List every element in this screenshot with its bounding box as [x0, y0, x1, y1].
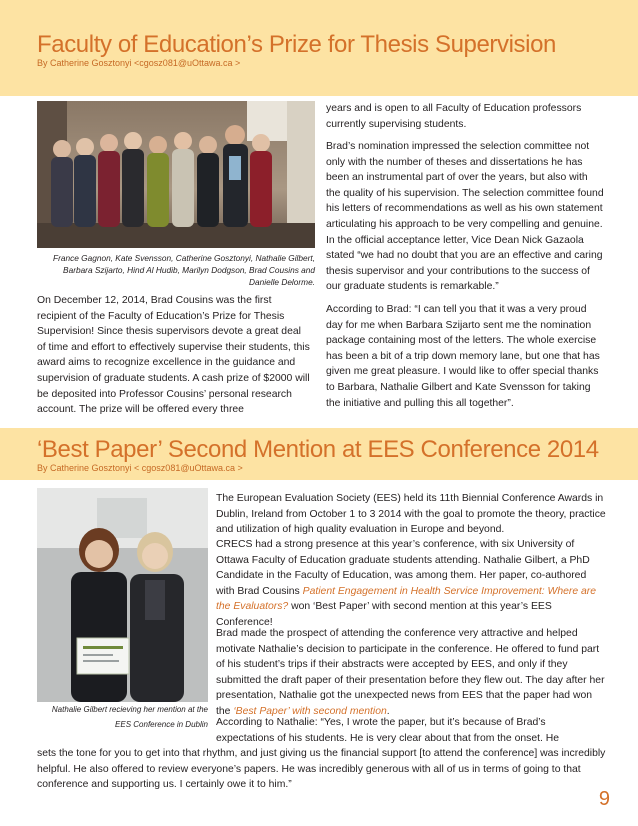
article2-paragraph-1: The European Evaluation Society (EES) held its 11th Biennial Conference Awards in Dublin, Ireland from October 1 to 3 2014 with the goal to promote the theory, practice and utilization of high quality evaluation in Europe and beyond. — [216, 493, 606, 536]
article2-paragraph-4a: According to Nathalie: “Yes, I wrote the paper, but it’s because of Brad’s expectations of his students. He is very clear about that from the onset. He — [216, 717, 560, 744]
article2-paragraph-4b: sets the tone for you to get into that rhythm, and just giving us the financial support [to attend the conference] was incredibly helpful. He also offered to review everyone’s papers. He was incredibly generous with all of us in terms of going to that conference and supporting us. I certainly owe it to him.” — [37, 748, 606, 791]
article1-right-paragraph-2: Brad’s nomination impressed the selection committee not only with the number of theses and dissertations he has been an instrumental part of over the years, but also with the quality of his supervision. The selection committee found his letters of recommendations as well as his own statement articulating his approach to be very compelling and genuine. In the official acceptance letter, Vice Dean Nick Gazaola stated “we had no doubt that you are an effective and caring thesis supervisor and your contributions to the success of our graduate students is remarkable.” — [326, 141, 604, 293]
article1-right-paragraph-3: According to Brad: “I can tell you that it was a very proud day for me when Barbara Szijarto sent me the nomination package containing most of the letters. The whole exercise has been a bit of a trip down memory lane, but one that has given me great pleasure. I would like to offer special thanks to Barbara, Nathalie Gilbert and Kate Svensson for taking the initiative and pulling this all together”. — [326, 304, 600, 409]
article1-left-paragraph: On December 12, 2014, Brad Cousins was the first recipient of the Faculty of Education’s Prize for Thesis Supervision! Since thesis supervisors devote a great deal of time and effort to effectively supervise their students, this award aims to recognize excellence in the guidance and supervision of graduate students. A cash prize of $2000 will be deposited into Professor Cousins’ personal research account. The prize will be offered every three — [37, 295, 310, 416]
article2-paragraph-3: Brad made the prospect of attending the conference very attractive and helped motivate Nathalie’s decision to participate in the conference. He offered to fund part of his student’s trips if their abstracts were accepted by EES, and only if they submitted the draft paper of their presentation before they flew out. The day after her presentation, Nathalie got the unexpected news from EES that the paper had won the ‘Best Paper’ with second mention. — [216, 628, 605, 717]
best-paper-mention: ‘Best Paper’ with second mention — [233, 705, 387, 717]
article1-title: Faculty of Education’s Prize for Thesis Supervision — [37, 31, 556, 58]
article1-photo-caption: France Gagnon, Kate Svensson, Catherine Gosztonyi, Nathalie Gilbert, Barbara Szijarto, Hind Al Hudib, Marilyn Dodgson, Brad Cousins and Danielle Delorme. — [53, 253, 315, 288]
article2-byline: By Catherine Gosztonyi < cgosz081@uOttawa.ca > — [37, 463, 243, 473]
page-number: 9 — [598, 788, 610, 810]
article2-photo-caption: Nathalie Gilbert recieving her mention at the EES Conference in Dublin — [51, 705, 208, 729]
article2-title: ‘Best Paper’ Second Mention at EES Conference 2014 — [37, 436, 599, 463]
article2-paragraph-2: CRECS had a strong presence at this year’s conference, with six University of Ottawa Faculty of Education graduate students attending. Nathalie Gilbert, a PhD Candidate in the Faculty of Education, was among them. Her paper, co-authored with Brad Cousins Patient Engagement in Health Service Improvement: Where are the Evaluators? won ‘Best Paper’ with second mention at this year’s EES Conference! — [216, 539, 597, 628]
award-group-photo — [37, 101, 315, 248]
paper-title-link[interactable]: Patient Engagement in Health Service Improvement: Where are the Evaluators? — [216, 585, 597, 613]
article1-byline: By Catherine Gosztonyi <cgosz081@uOttawa.ca > — [37, 58, 241, 68]
article1-right-paragraph-1: years and is open to all Faculty of Education professors currently supervising students. — [326, 103, 582, 130]
conference-award-photo — [37, 488, 208, 702]
